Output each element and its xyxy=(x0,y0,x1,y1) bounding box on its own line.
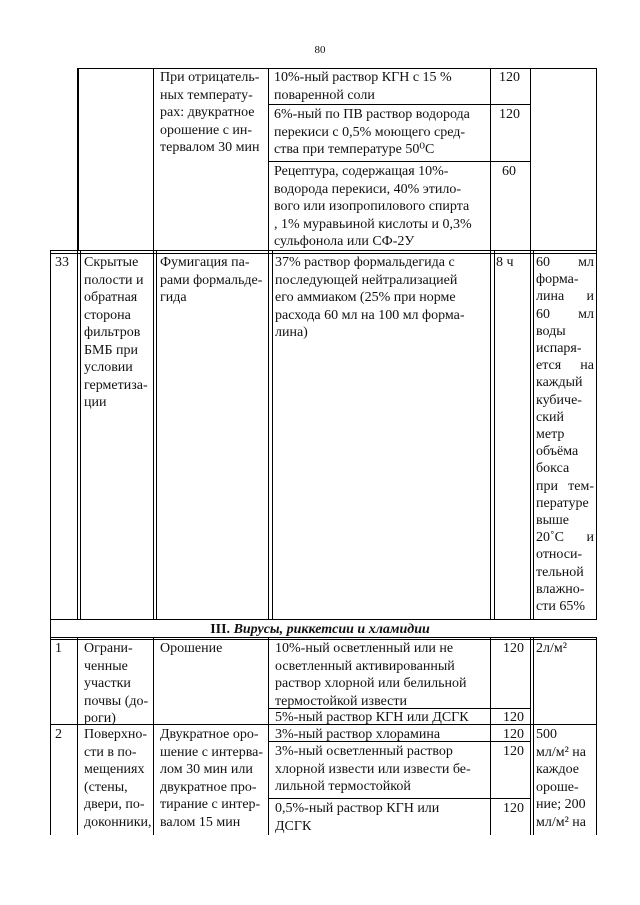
exposure-time: 120 xyxy=(503,727,524,742)
agent-text: 10%-ный осветленный или не осветленный активированный раствор хлорной или белильной термостойкой извести xyxy=(275,641,467,709)
exposure-time: 120 xyxy=(503,710,524,725)
section-number: III. xyxy=(210,622,231,637)
agent-text: 5%-ный раствор КГН или ДСГК xyxy=(275,710,469,725)
condition-text: При отрицатель- ных температу- рах: двукратное орошение с ин- тервалом 30 мин xyxy=(160,70,260,155)
row-number: 2 xyxy=(55,727,62,742)
section-title: Вирусы, риккетсии и хламидии xyxy=(233,622,430,637)
exposure-time: 60 xyxy=(502,164,516,179)
exposure-time: 8 ч xyxy=(496,255,514,270)
exposure-time: 120 xyxy=(503,801,524,816)
exposure-time: 120 xyxy=(503,744,524,759)
agent-text: 3%-ный раствор хлорамина xyxy=(275,727,441,742)
exposure-time: 120 xyxy=(499,107,520,122)
norm-text: 2л/м² xyxy=(536,641,567,656)
exposure-time: 120 xyxy=(503,641,524,656)
agent-text: 0,5%-ный раствор КГН или ДСГК xyxy=(275,801,440,834)
method-text: Орошение xyxy=(160,641,223,656)
exposure-time: 120 xyxy=(499,70,520,85)
section-header xyxy=(0,621,640,638)
agent-text: 10%-ный раствор КГН с 15 % поваренной соли xyxy=(274,70,452,103)
object-text: Поверхно- сти в по- мещениях (стены, двери, по- доконники, xyxy=(84,727,152,830)
page-number: 80 xyxy=(314,44,326,56)
norm-text: 500 мл/м² на каждое ороше- ние; 200 мл/м² на xyxy=(536,727,586,830)
agent-text: 6%-ный по ПВ раствор водорода перекиси с 0,5% моющего сред- ства при температуре 50⁰С xyxy=(274,107,470,157)
object-text: Ограни- ченные участки почвы (до- роги) xyxy=(84,641,149,726)
agent-text: Рецептура, содержащая 10%- водорода перекиси, 40% этило- вого или изопропилового спирта , 1% муравьиной кислоты и 0,3% сульфонола или СФ-2У xyxy=(274,164,472,249)
row-number: 1 xyxy=(55,641,62,656)
object-text: Скрытые полости и обратная сторона фильтров БМБ при условии герметиза- ции xyxy=(84,255,148,410)
norm-text: 60 мл форма- лина и 60 мл воды испаря- ется на каждый кубиче- ский метр объёма бокса при тем- пературе выше 20˚С и относи- тельной влажно- сти 65% xyxy=(536,255,594,615)
method-text: Фумигация па- рами формальде- гида xyxy=(160,255,263,305)
method-text: Двукратное оро- шение с интерва- лом 30 мин или двукратное про- тирание с интер- валом 15 мин xyxy=(160,727,264,830)
agent-text: 37% раствор формальдегида с последующей нейтрализацией его аммиаком (25% при норме расхода 60 мл на 100 мл форма- лина) xyxy=(275,255,465,340)
row-number: 33 xyxy=(55,255,69,270)
agent-text: 3%-ный осветленный раствор хлорной извести или извести бе- лильной термостойкой xyxy=(275,744,471,794)
